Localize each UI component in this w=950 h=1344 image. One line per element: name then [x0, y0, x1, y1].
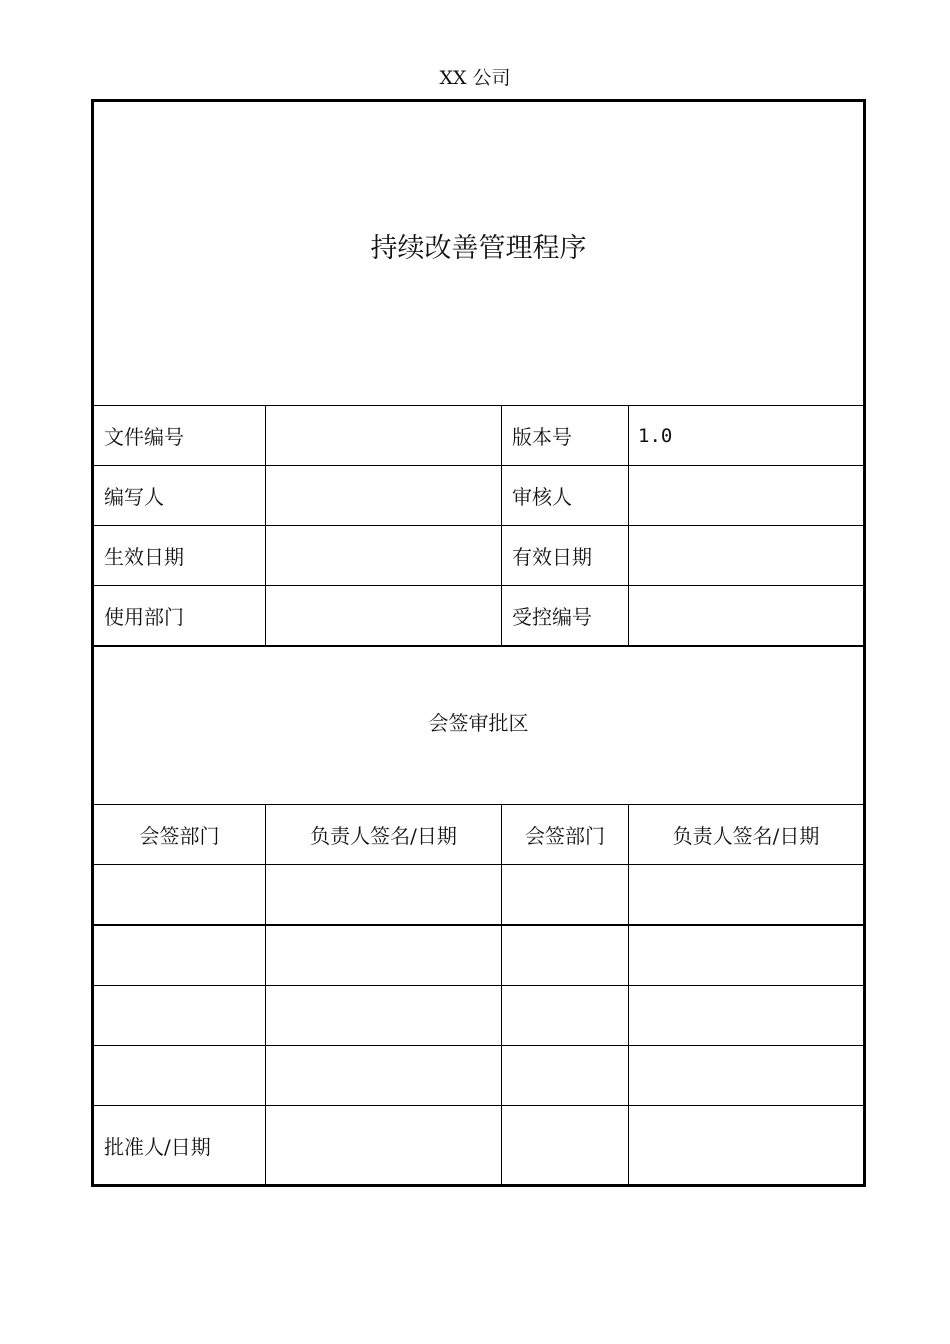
- signoff-sign-cell[interactable]: [629, 1046, 865, 1106]
- signoff-row: [93, 986, 865, 1046]
- col-header-sign-1: 负责人签名/日期: [266, 805, 502, 865]
- signoff-title-row: [93, 646, 865, 805]
- version-field[interactable]: 1.0: [629, 406, 865, 466]
- approver-row: [93, 1106, 865, 1186]
- signoff-dept-cell[interactable]: [93, 1046, 266, 1106]
- signoff-sign-cell[interactable]: [266, 1046, 502, 1106]
- approver-sign-cell[interactable]: [266, 1106, 502, 1186]
- info-row-department: [93, 586, 865, 647]
- company-name: XX 公司: [439, 67, 511, 89]
- signoff-sign-cell[interactable]: [266, 986, 502, 1046]
- signoff-sign-cell[interactable]: [629, 986, 865, 1046]
- title-row: [93, 101, 865, 406]
- reviewer-field[interactable]: [629, 466, 865, 526]
- document-title-cell: [93, 101, 865, 406]
- approver-extra-cell[interactable]: [629, 1106, 865, 1186]
- signoff-sign-cell[interactable]: [629, 865, 865, 926]
- signoff-dept-cell[interactable]: [93, 865, 266, 926]
- signoff-header-row: [93, 805, 865, 865]
- signoff-section-cell: [93, 646, 865, 805]
- valid-date-label: 有效日期: [502, 526, 629, 586]
- department-field[interactable]: [266, 586, 502, 647]
- signoff-section-title: 会签审批区: [428, 711, 529, 735]
- control-no-label: 受控编号: [502, 586, 629, 647]
- document-title: 持续改善管理程序: [370, 233, 587, 264]
- signoff-dept-cell[interactable]: [502, 865, 629, 926]
- doc-no-label: 文件编号: [93, 406, 266, 466]
- approver-label: 批准人/日期: [93, 1106, 266, 1186]
- signoff-row: [93, 1046, 865, 1106]
- effective-date-label: 生效日期: [93, 526, 266, 586]
- signoff-dept-cell[interactable]: [502, 925, 629, 986]
- info-row-author: [93, 466, 865, 526]
- version-label: 版本号: [502, 406, 629, 466]
- signoff-row: [93, 865, 865, 926]
- signoff-dept-cell[interactable]: [502, 1046, 629, 1106]
- doc-no-field[interactable]: [266, 406, 502, 466]
- signoff-sign-cell[interactable]: [266, 865, 502, 926]
- document-cover-table: [91, 99, 866, 1187]
- col-header-dept-1: 会签部门: [93, 805, 266, 865]
- author-field[interactable]: [266, 466, 502, 526]
- signoff-sign-cell[interactable]: [266, 925, 502, 986]
- effective-date-field[interactable]: [266, 526, 502, 586]
- signoff-dept-cell[interactable]: [93, 986, 266, 1046]
- signoff-sign-cell[interactable]: [629, 925, 865, 986]
- approver-extra-cell[interactable]: [502, 1106, 629, 1186]
- reviewer-label: 审核人: [502, 466, 629, 526]
- info-row-docno: [93, 406, 865, 466]
- valid-date-field[interactable]: [629, 526, 865, 586]
- info-row-dates: [93, 526, 865, 586]
- col-header-dept-2: 会签部门: [502, 805, 629, 865]
- control-no-field[interactable]: [629, 586, 865, 647]
- signoff-dept-cell[interactable]: [502, 986, 629, 1046]
- signoff-row: [93, 925, 865, 986]
- signoff-dept-cell[interactable]: [93, 925, 266, 986]
- col-header-sign-2: 负责人签名/日期: [629, 805, 865, 865]
- author-label: 编写人: [93, 466, 266, 526]
- department-label: 使用部门: [93, 586, 266, 647]
